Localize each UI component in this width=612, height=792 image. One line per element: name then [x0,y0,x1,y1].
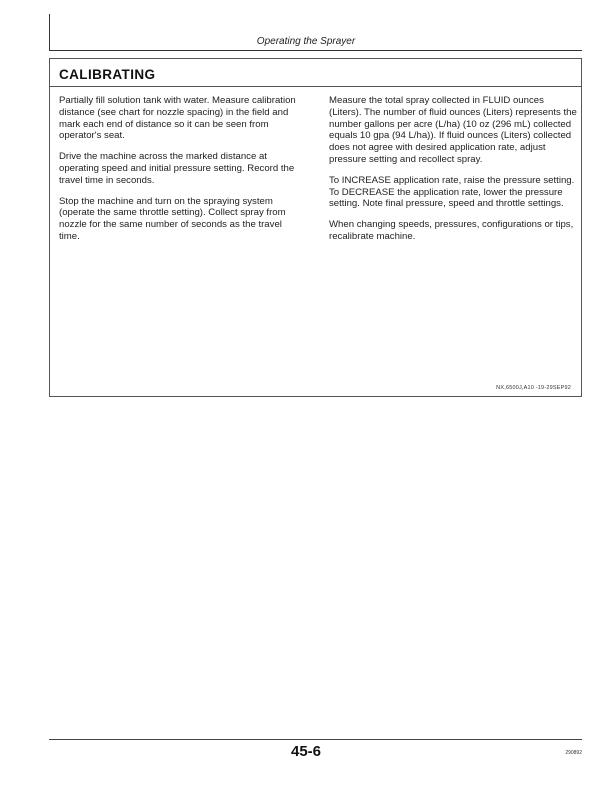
paragraph: Stop the machine and turn on the spraying system (operate the same throttle setting). Collect spray from nozzle for the same number of seconds as the travel time. [59,195,286,242]
left-column [59,95,305,252]
paragraph: To INCREASE application rate, raise the pressure setting. To DECREASE the application rate, lower the pressure setting. Note final pressure, speed and throttle settings. [329,174,575,210]
paragraph: Partially fill solution tank with water. Measure calibration distance (see chart for nozzle spacing) in the field and mark each end of distance so it can be seen from operator's seat. [59,95,296,142]
paragraph: Measure the total spray collected in FLUID ounces (Liters). The number of fluid ounces (Liters) represents the number gallons per acre (L/ha) (10 oz (296 mL) collected equals 10 gpa (94 L/ha)). If fluid ounces (Liters) collected does not agree with desired application rate, adjust pressure setting and recollect spray. [329,95,577,165]
header-rule [49,50,582,51]
footer-code: 290892 [565,750,582,756]
heading-divider [50,86,581,87]
reference-code: NX,6500J,A10 -19-29SEP92 [496,385,571,391]
page-number: 45-6 [290,743,322,760]
section-heading: CALIBRATING [59,67,156,82]
paragraph: When changing speeds, pressures, configurations or tips, recalibrate machine. [329,219,574,242]
page-header-title: Operating the Sprayer [256,36,356,47]
right-column [329,95,577,252]
calibrating-section [49,58,582,397]
footer-rule [49,739,582,740]
paragraph: Drive the machine across the marked distance at operating speed and initial pressure setting. Record the travel time in seconds. [59,151,295,186]
